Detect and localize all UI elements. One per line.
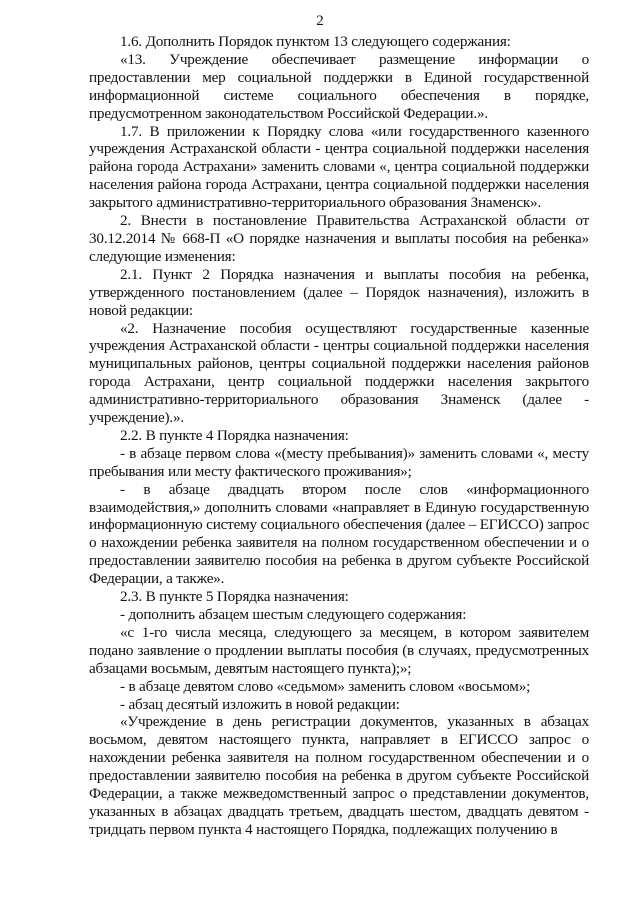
page-number: 2 [316, 13, 324, 29]
paragraph: 2.1. Пункт 2 Порядка назначения и выплаты пособия на ребенка, утвержденного постановлением (далее – Порядок назначения), изложить в новой редакции: [89, 265, 589, 319]
paragraph: 2.2. В пункте 4 Порядка назначения: [120, 426, 349, 444]
paragraph: «2. Назначение пособия осуществляют государственные казенные учреждения Астраханской области - центры социальной поддержки населения муниципальных районов, центры социальной поддержки населения районов города Астрахани, центр социальной поддержки населения закрытого административно-территориального образования Знаменск (далее - учреждение).». [89, 319, 589, 427]
paragraph: - в абзаце двадцать втором после слов «информационного взаимодействия,» дополнить словами «направляет в Единую государственную информационную систему социального обеспечения (далее – ЕГИССО) запрос о нахождении ребенка заявителя на полном государственном обеспечении и о предоставлении заявителю пособия на ребенка в другом субъекте Российской Федерации, а также». [89, 480, 589, 588]
paragraph: «Учреждение в день регистрации документов, указанных в абзацах восьмом, девятом настоящего пункта, направляет в ЕГИССО запрос о нахождении ребенка заявителя на полном государственном обеспечении и о предоставлении заявителю пособия на ребенка в другом субъекте Российской Федерации, а также межведомственный запрос о представлении документов, указанных в абзацах двадцать третьем, двадцать шестом, двадцать девятом - тридцать первом пункта 4 настоящего Порядка, подлежащих получению в [89, 713, 589, 838]
paragraph: 1.6. Дополнить Порядок пунктом 13 следующего содержания: [120, 33, 511, 50]
document-body [89, 33, 589, 839]
paragraph: - дополнить абзацем шестым следующего содержания: [120, 606, 467, 623]
paragraph: «13. Учреждение обеспечивает размещение информации о предоставлении мер социальной поддержки в Единой государственной информационной системе социального обеспечения в порядке, предусмотренном законодательством Российской Федерации.». [89, 50, 589, 122]
paragraph: «с 1-го числа месяца, следующего за месяцем, в котором заявителем подано заявление о продлении выплаты пособия (в случаях, предусмотренных абзацами восьмым, девятым настоящего пункта);»; [89, 623, 589, 677]
paragraph: 2. Внести в постановление Правительства Астраханской области от 30.12.2014 № 668-П «О порядке назначения и выплаты пособия на ребенка» следующие изменения: [89, 212, 589, 265]
paragraph: - в абзаце первом слова «(месту пребывания)» заменить словами «, месту пребывания или месту фактического проживания»; [89, 444, 589, 480]
paragraph: 2.3. В пункте 5 Порядка назначения: [120, 588, 349, 606]
paragraph: - абзац десятый изложить в новой редакции: [120, 695, 400, 713]
paragraph: 1.7. В приложении к Порядку слова «или государственного казенного учреждения Астраханской области - центра социальной поддержки населения района города Астрахани» заменить словами «, центра социальной поддержки населения района города Астрахани, центра социальной поддержки населения закрытого административно-территориального образования Знаменск». [89, 122, 589, 212]
paragraph: - в абзаце девятом слово «седьмом» заменить словом «восьмом»; [120, 677, 531, 695]
